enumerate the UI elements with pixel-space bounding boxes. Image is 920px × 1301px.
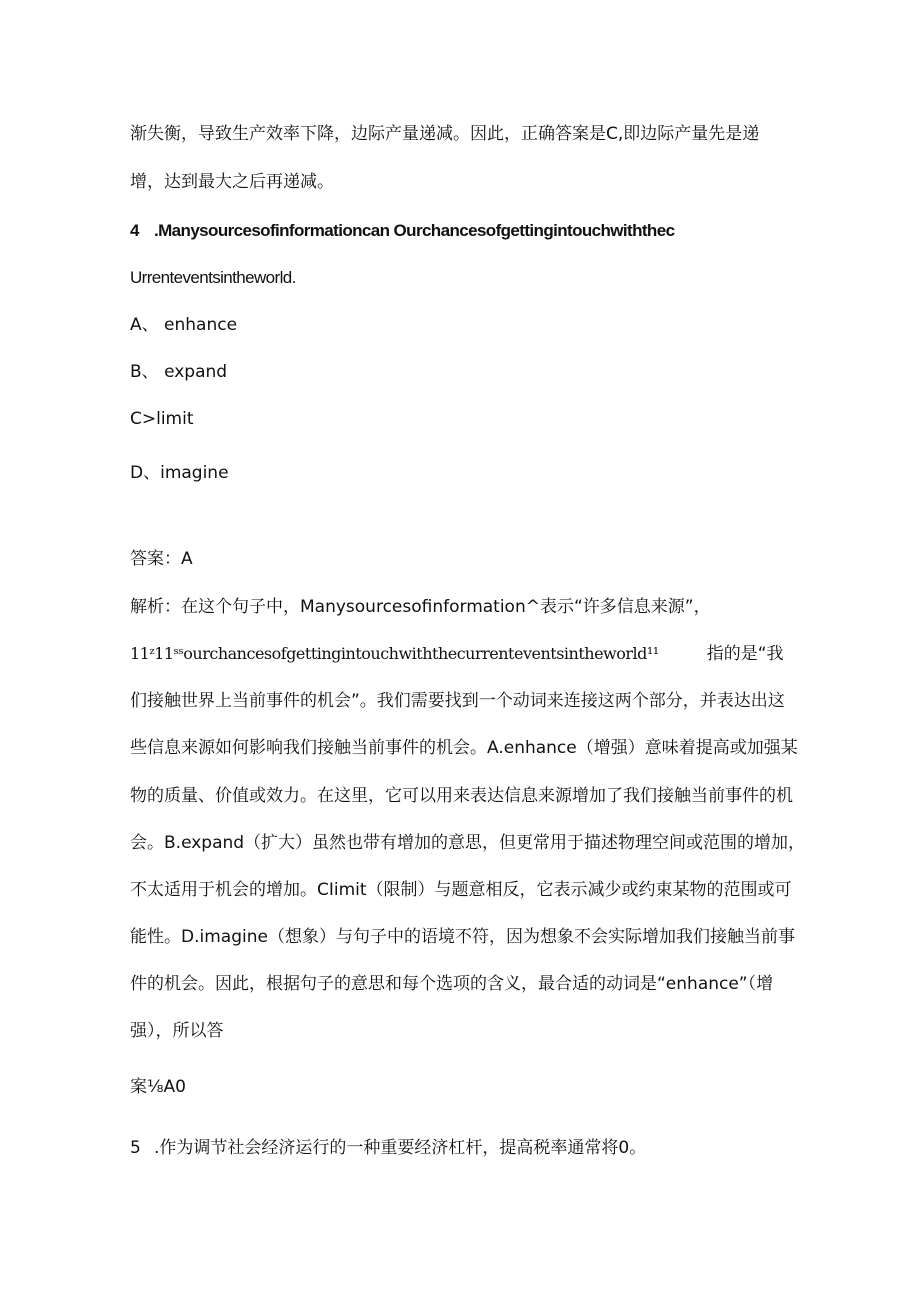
question-4-number: 4 <box>130 221 139 240</box>
answer-line: 答案：A <box>130 549 193 569</box>
option-c: C>limit <box>130 409 194 429</box>
question-4-stem-text: .Manysourcesofinformationcan Ourchancesofgettingintouchwiththec <box>154 221 675 240</box>
analysis-line-2 <box>130 642 810 666</box>
analysis-line-1: 解析：在这个句子中，Manysourcesofinformation^表示“许多信息来源”， <box>130 597 711 617</box>
analysis-line-5: 物的质量、价值或效力。在这里，它可以用来表达信息来源增加了我们接触当前事件的机 <box>130 786 793 806</box>
analysis-line-11: 案⅛A0 <box>130 1077 186 1097</box>
analysis-line-4: 些信息来源如何影响我们接触当前事件的机会。A.enhance（增强）意味着提高或加强某 <box>130 738 798 758</box>
question-4-stem-line-2: Urrenteventsintheworld. <box>130 268 296 287</box>
question-4-stem-line-1 <box>130 219 810 243</box>
analysis-line-8: 能性。D.imagine（想象）与句子中的语境不符，因为想象不会实际增加我们接触当前事 <box>130 927 795 947</box>
question-5-number: 5 <box>130 1138 141 1158</box>
analysis-line-7: 不太适用于机会的增加。CIimit（限制）与题意相反，它表示减少或约束某物的范围或可 <box>130 880 792 900</box>
analysis-line-6: 会。B.expand（扩大）虽然也带有增加的意思，但更常用于描述物理空间或范围的增加， <box>130 833 806 853</box>
analysis-line-2-chinese: 指的是“我 <box>706 644 784 664</box>
question-5-stem <box>130 1136 810 1160</box>
question-5-stem-text: .作为调节社会经济运行的一种重要经济杠杆，提高税率通常将0。 <box>154 1138 647 1158</box>
option-b: B、 expand <box>130 362 228 382</box>
analysis-line-9: 件的机会。因此，根据句子的意思和每个选项的含义，最合适的动词是“enhance”（增 <box>130 974 774 994</box>
option-a: A、 enhance <box>130 315 238 335</box>
option-d: D、imagine <box>130 463 229 483</box>
prev-paragraph-line-1: 渐失衡，导致生产效率下降，边际产量递减。因此，正确答案是C,即边际产量先是递 <box>130 124 760 144</box>
analysis-line-3: 们接触世界上当前事件的机会”。我们需要找到一个动词来连接这两个部分，并表达出这 <box>130 691 785 711</box>
prev-paragraph-line-2: 增，达到最大之后再递减。 <box>130 172 334 192</box>
analysis-line-10: 强），所以答 <box>130 1021 224 1041</box>
analysis-line-2-english: 11ᶻ11ˢˢourchancesofgettingintouchwiththecurrenteventsintheworld¹¹ <box>130 644 659 663</box>
